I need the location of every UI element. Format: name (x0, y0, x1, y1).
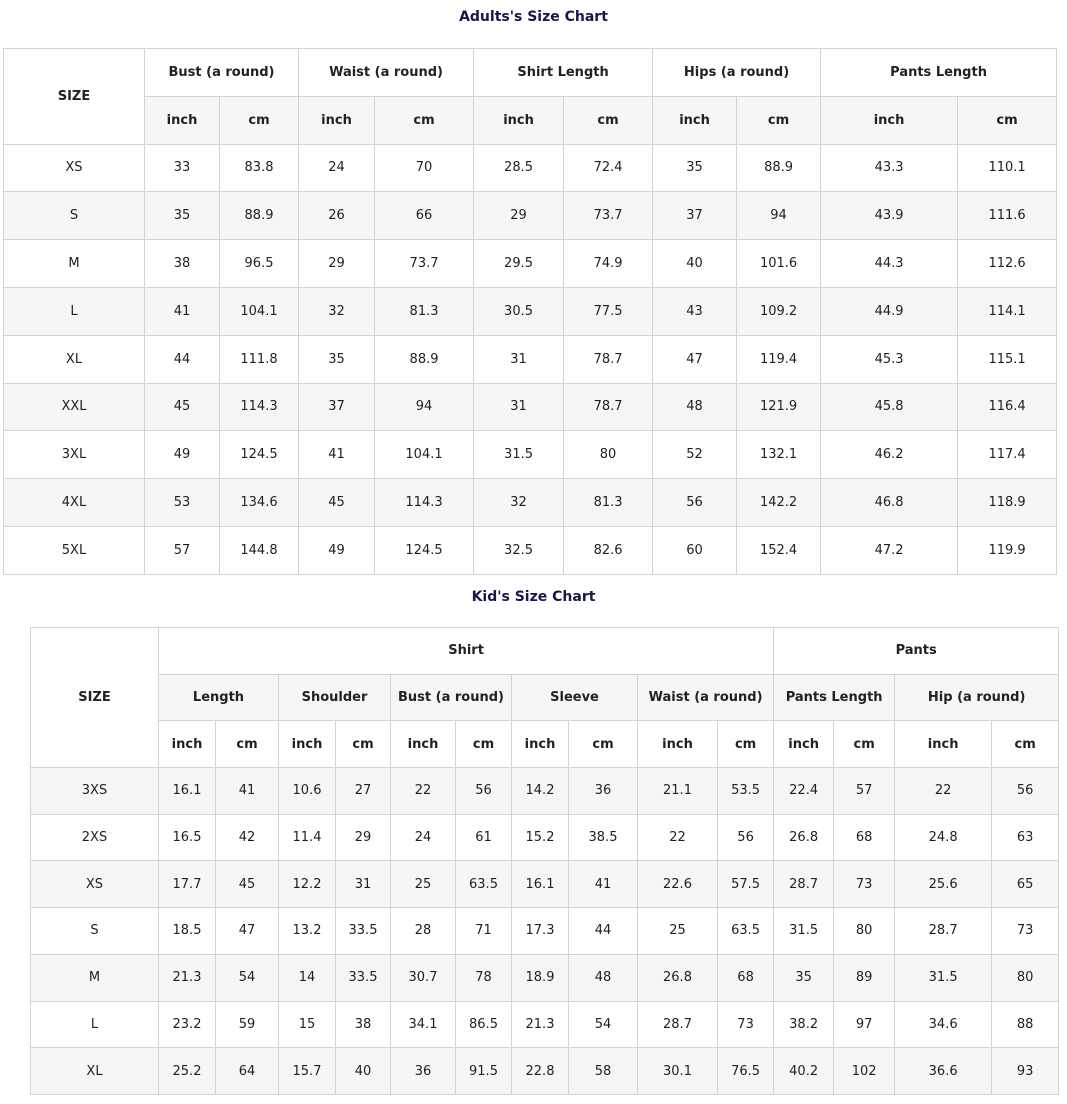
value-cell: 93 (992, 1048, 1059, 1095)
value-cell: 68 (834, 814, 895, 861)
value-cell: 34.6 (895, 1001, 992, 1048)
value-cell: 29 (299, 240, 375, 288)
value-cell: 31 (336, 861, 391, 908)
table-row (4, 287, 1057, 335)
table-row (4, 431, 1057, 479)
value-cell: 44 (145, 335, 220, 383)
value-cell: 29 (336, 814, 391, 861)
value-cell: 118.9 (958, 479, 1057, 527)
value-cell: 27 (336, 768, 391, 815)
size-cell: 4XL (4, 479, 145, 527)
value-cell: 21.3 (159, 954, 216, 1001)
value-cell: 104.1 (375, 431, 474, 479)
size-cell: 3XS (31, 768, 159, 815)
value-cell: 31 (474, 383, 564, 431)
value-cell: 37 (653, 192, 737, 240)
value-cell: 80 (992, 954, 1059, 1001)
adult-unit-header: inch (474, 96, 564, 144)
value-cell: 81.3 (375, 287, 474, 335)
value-cell: 18.9 (512, 954, 569, 1001)
value-cell: 48 (569, 954, 638, 1001)
kid-unit-header: inch (279, 721, 336, 768)
value-cell: 88.9 (220, 192, 299, 240)
value-cell: 82.6 (564, 526, 653, 574)
value-cell: 45 (216, 861, 279, 908)
value-cell: 32 (299, 287, 375, 335)
kid-chart-title: Kid's Size Chart (471, 589, 596, 605)
value-cell: 78.7 (564, 335, 653, 383)
value-cell: 13.2 (279, 908, 336, 955)
value-cell: 89 (834, 954, 895, 1001)
value-cell: 124.5 (220, 431, 299, 479)
value-cell: 36 (391, 1048, 456, 1095)
value-cell: 41 (216, 768, 279, 815)
value-cell: 114.3 (375, 479, 474, 527)
value-cell: 119.4 (737, 335, 821, 383)
value-cell: 44.3 (821, 240, 958, 288)
value-cell: 91.5 (456, 1048, 512, 1095)
value-cell: 14 (279, 954, 336, 1001)
value-cell: 35 (299, 335, 375, 383)
kid-group-header: Waist (a round) (638, 674, 774, 721)
value-cell: 142.2 (737, 479, 821, 527)
value-cell: 33.5 (336, 908, 391, 955)
kid-group-header: Hip (a round) (895, 674, 1059, 721)
kid-unit-header: cm (336, 721, 391, 768)
value-cell: 72.4 (564, 144, 653, 192)
value-cell: 61 (456, 814, 512, 861)
value-cell: 58 (569, 1048, 638, 1095)
value-cell: 78 (456, 954, 512, 1001)
size-cell: L (4, 287, 145, 335)
value-cell: 52 (653, 431, 737, 479)
kid-unit-header: cm (992, 721, 1059, 768)
value-cell: 132.1 (737, 431, 821, 479)
kid-unit-header: inch (159, 721, 216, 768)
kid-section-header-shirt: Shirt (159, 628, 774, 675)
value-cell: 41 (145, 287, 220, 335)
value-cell: 73.7 (375, 240, 474, 288)
value-cell: 88.9 (375, 335, 474, 383)
kid-unit-header: inch (774, 721, 834, 768)
value-cell: 56 (992, 768, 1059, 815)
value-cell: 21.1 (638, 768, 718, 815)
table-row (4, 479, 1057, 527)
value-cell: 22.6 (638, 861, 718, 908)
value-cell: 17.3 (512, 908, 569, 955)
kid-unit-header: inch (512, 721, 569, 768)
value-cell: 10.6 (279, 768, 336, 815)
value-cell: 44.9 (821, 287, 958, 335)
value-cell: 88 (992, 1001, 1059, 1048)
value-cell: 80 (564, 431, 653, 479)
value-cell: 44 (569, 908, 638, 955)
adult-group-header: Pants Length (821, 49, 1057, 97)
value-cell: 40 (653, 240, 737, 288)
value-cell: 88.9 (737, 144, 821, 192)
value-cell: 81.3 (564, 479, 653, 527)
value-cell: 28.7 (895, 908, 992, 955)
value-cell: 15.7 (279, 1048, 336, 1095)
value-cell: 124.5 (375, 526, 474, 574)
value-cell: 28 (391, 908, 456, 955)
value-cell: 30.5 (474, 287, 564, 335)
value-cell: 33.5 (336, 954, 391, 1001)
value-cell: 25 (391, 861, 456, 908)
value-cell: 36.6 (895, 1048, 992, 1095)
value-cell: 112.6 (958, 240, 1057, 288)
value-cell: 116.4 (958, 383, 1057, 431)
value-cell: 57 (145, 526, 220, 574)
value-cell: 43 (653, 287, 737, 335)
value-cell: 47.2 (821, 526, 958, 574)
value-cell: 22.8 (512, 1048, 569, 1095)
value-cell: 31 (474, 335, 564, 383)
value-cell: 48 (653, 383, 737, 431)
value-cell: 45 (145, 383, 220, 431)
value-cell: 46.2 (821, 431, 958, 479)
size-cell: M (4, 240, 145, 288)
kid-unit-header: cm (569, 721, 638, 768)
value-cell: 23.2 (159, 1001, 216, 1048)
value-cell: 17.7 (159, 861, 216, 908)
kid-unit-header: cm (216, 721, 279, 768)
kid-size-header: SIZE (31, 628, 159, 768)
value-cell: 101.6 (737, 240, 821, 288)
value-cell: 15.2 (512, 814, 569, 861)
value-cell: 36 (569, 768, 638, 815)
value-cell: 31.5 (895, 954, 992, 1001)
value-cell: 54 (569, 1001, 638, 1048)
value-cell: 60 (653, 526, 737, 574)
value-cell: 32.5 (474, 526, 564, 574)
adult-units-row (4, 96, 1057, 144)
value-cell: 46.8 (821, 479, 958, 527)
size-cell: XL (31, 1048, 159, 1095)
value-cell: 56 (653, 479, 737, 527)
size-cell: S (31, 908, 159, 955)
value-cell: 24 (299, 144, 375, 192)
value-cell: 22 (391, 768, 456, 815)
adult-size-table (3, 48, 1057, 575)
adult-group-header: Shirt Length (474, 49, 653, 97)
adult-size-header: SIZE (4, 49, 145, 145)
kid-units-row (31, 721, 1059, 768)
value-cell: 96.5 (220, 240, 299, 288)
value-cell: 28.7 (638, 1001, 718, 1048)
value-cell: 71 (456, 908, 512, 955)
value-cell: 47 (216, 908, 279, 955)
value-cell: 134.6 (220, 479, 299, 527)
table-row (31, 861, 1059, 908)
size-cell: M (31, 954, 159, 1001)
value-cell: 41 (299, 431, 375, 479)
value-cell: 14.2 (512, 768, 569, 815)
kid-group-header: Shoulder (279, 674, 391, 721)
value-cell: 21.3 (512, 1001, 569, 1048)
kid-unit-header: cm (718, 721, 774, 768)
value-cell: 37 (299, 383, 375, 431)
value-cell: 43.3 (821, 144, 958, 192)
value-cell: 73.7 (564, 192, 653, 240)
value-cell: 38.5 (569, 814, 638, 861)
value-cell: 94 (737, 192, 821, 240)
adult-unit-header: cm (958, 96, 1057, 144)
value-cell: 16.1 (159, 768, 216, 815)
value-cell: 59 (216, 1001, 279, 1048)
adult-unit-header: cm (737, 96, 821, 144)
value-cell: 76.5 (718, 1048, 774, 1095)
value-cell: 65 (992, 861, 1059, 908)
kid-size-table (30, 627, 1059, 1095)
value-cell: 144.8 (220, 526, 299, 574)
value-cell: 22 (638, 814, 718, 861)
value-cell: 34.1 (391, 1001, 456, 1048)
value-cell: 152.4 (737, 526, 821, 574)
value-cell: 45 (299, 479, 375, 527)
value-cell: 111.6 (958, 192, 1057, 240)
table-row (4, 383, 1057, 431)
value-cell: 45.8 (821, 383, 958, 431)
value-cell: 63.5 (718, 908, 774, 955)
value-cell: 77.5 (564, 287, 653, 335)
value-cell: 64 (216, 1048, 279, 1095)
value-cell: 57 (834, 768, 895, 815)
table-row (4, 192, 1057, 240)
kid-unit-header: cm (834, 721, 895, 768)
value-cell: 94 (375, 383, 474, 431)
value-cell: 66 (375, 192, 474, 240)
adult-unit-header: inch (653, 96, 737, 144)
value-cell: 53 (145, 479, 220, 527)
value-cell: 29.5 (474, 240, 564, 288)
value-cell: 22 (895, 768, 992, 815)
size-cell: 5XL (4, 526, 145, 574)
kid-group-header: Pants Length (774, 674, 895, 721)
value-cell: 33 (145, 144, 220, 192)
value-cell: 38 (336, 1001, 391, 1048)
value-cell: 119.9 (958, 526, 1057, 574)
value-cell: 16.5 (159, 814, 216, 861)
value-cell: 114.3 (220, 383, 299, 431)
value-cell: 78.7 (564, 383, 653, 431)
table-row (31, 908, 1059, 955)
value-cell: 25 (638, 908, 718, 955)
size-cell: 3XL (4, 431, 145, 479)
value-cell: 49 (299, 526, 375, 574)
value-cell: 102 (834, 1048, 895, 1095)
value-cell: 38 (145, 240, 220, 288)
value-cell: 63.5 (456, 861, 512, 908)
kid-unit-header: cm (456, 721, 512, 768)
table-row (4, 144, 1057, 192)
kid-group-header: Sleeve (512, 674, 638, 721)
value-cell: 70 (375, 144, 474, 192)
value-cell: 35 (145, 192, 220, 240)
size-cell: L (31, 1001, 159, 1048)
value-cell: 26 (299, 192, 375, 240)
value-cell: 40 (336, 1048, 391, 1095)
value-cell: 104.1 (220, 287, 299, 335)
kid-section-header-pants: Pants (774, 628, 1059, 675)
value-cell: 26.8 (774, 814, 834, 861)
value-cell: 56 (718, 814, 774, 861)
value-cell: 80 (834, 908, 895, 955)
value-cell: 31.5 (474, 431, 564, 479)
size-cell: XS (4, 144, 145, 192)
value-cell: 43.9 (821, 192, 958, 240)
value-cell: 117.4 (958, 431, 1057, 479)
table-row (31, 1048, 1059, 1095)
value-cell: 25.6 (895, 861, 992, 908)
adult-group-header: Waist (a round) (299, 49, 474, 97)
table-row (31, 768, 1059, 815)
value-cell: 111.8 (220, 335, 299, 383)
value-cell: 121.9 (737, 383, 821, 431)
table-row (4, 335, 1057, 383)
value-cell: 41 (569, 861, 638, 908)
value-cell: 26.8 (638, 954, 718, 1001)
value-cell: 49 (145, 431, 220, 479)
value-cell: 53.5 (718, 768, 774, 815)
adult-group-header: Bust (a round) (145, 49, 299, 97)
adult-unit-header: cm (375, 96, 474, 144)
value-cell: 115.1 (958, 335, 1057, 383)
value-cell: 73 (718, 1001, 774, 1048)
value-cell: 28.7 (774, 861, 834, 908)
adult-group-header: Hips (a round) (653, 49, 821, 97)
value-cell: 73 (834, 861, 895, 908)
value-cell: 29 (474, 192, 564, 240)
size-cell: 2XS (31, 814, 159, 861)
value-cell: 63 (992, 814, 1059, 861)
value-cell: 24.8 (895, 814, 992, 861)
size-cell: XXL (4, 383, 145, 431)
value-cell: 57.5 (718, 861, 774, 908)
value-cell: 86.5 (456, 1001, 512, 1048)
table-row (31, 814, 1059, 861)
value-cell: 31.5 (774, 908, 834, 955)
value-cell: 12.2 (279, 861, 336, 908)
value-cell: 45.3 (821, 335, 958, 383)
value-cell: 74.9 (564, 240, 653, 288)
value-cell: 15 (279, 1001, 336, 1048)
value-cell: 28.5 (474, 144, 564, 192)
adult-unit-header: inch (821, 96, 958, 144)
adult-chart-title: Adults's Size Chart (459, 9, 608, 25)
value-cell: 16.1 (512, 861, 569, 908)
table-row (31, 954, 1059, 1001)
adult-unit-header: inch (145, 96, 220, 144)
kid-unit-header: inch (895, 721, 992, 768)
size-cell: S (4, 192, 145, 240)
table-row (31, 1001, 1059, 1048)
value-cell: 11.4 (279, 814, 336, 861)
value-cell: 56 (456, 768, 512, 815)
value-cell: 114.1 (958, 287, 1057, 335)
kid-group-header: Length (159, 674, 279, 721)
value-cell: 35 (653, 144, 737, 192)
size-cell: XL (4, 335, 145, 383)
value-cell: 110.1 (958, 144, 1057, 192)
adult-unit-header: cm (564, 96, 653, 144)
value-cell: 38.2 (774, 1001, 834, 1048)
value-cell: 83.8 (220, 144, 299, 192)
value-cell: 68 (718, 954, 774, 1001)
value-cell: 109.2 (737, 287, 821, 335)
kid-group-header: Bust (a round) (391, 674, 512, 721)
value-cell: 25.2 (159, 1048, 216, 1095)
table-row (4, 240, 1057, 288)
value-cell: 18.5 (159, 908, 216, 955)
value-cell: 47 (653, 335, 737, 383)
value-cell: 24 (391, 814, 456, 861)
value-cell: 22.4 (774, 768, 834, 815)
value-cell: 73 (992, 908, 1059, 955)
value-cell: 35 (774, 954, 834, 1001)
value-cell: 30.7 (391, 954, 456, 1001)
value-cell: 42 (216, 814, 279, 861)
kid-unit-header: inch (391, 721, 456, 768)
adult-unit-header: inch (299, 96, 375, 144)
size-cell: XS (31, 861, 159, 908)
value-cell: 40.2 (774, 1048, 834, 1095)
value-cell: 54 (216, 954, 279, 1001)
value-cell: 32 (474, 479, 564, 527)
value-cell: 97 (834, 1001, 895, 1048)
table-row (4, 526, 1057, 574)
value-cell: 30.1 (638, 1048, 718, 1095)
kid-unit-header: inch (638, 721, 718, 768)
adult-unit-header: cm (220, 96, 299, 144)
